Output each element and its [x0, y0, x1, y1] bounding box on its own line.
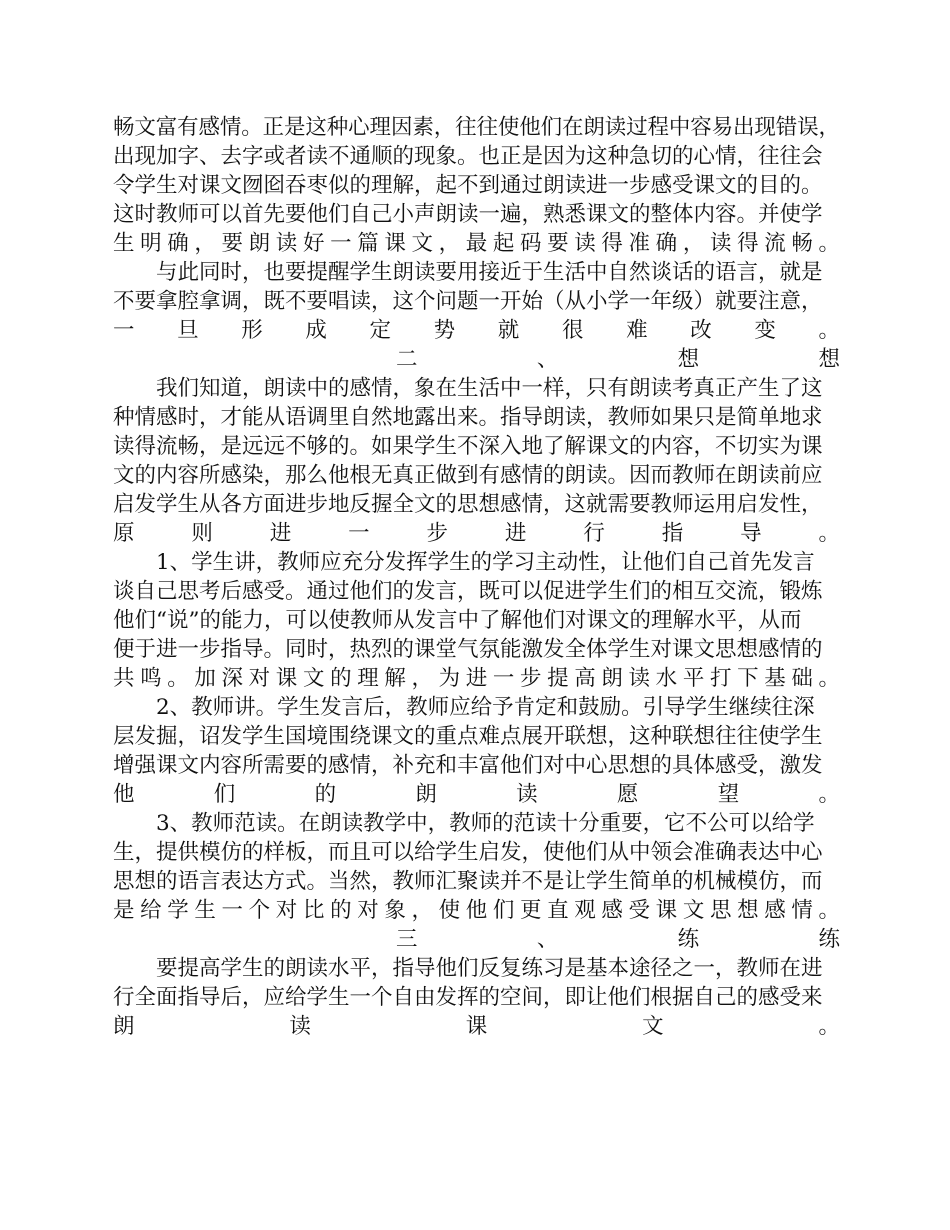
text-line: 这时教师可以首先要他们自己小声朗读一遍，熟悉课文的整体内容。并使学 — [113, 202, 823, 227]
paragraph — [113, 693, 840, 809]
text-line: 与此同时，也要提醒学生朗读要用接近于生活中自然谈话的语言，就是 — [113, 260, 823, 285]
text-line: 种情感时，才能从语调里自然地露出来。指导朗读，教师如果只是简单地求 — [113, 405, 823, 430]
text-line: 二、想想 — [396, 347, 840, 372]
paragraph — [113, 258, 840, 345]
text-line: 生，提供模仿的样板，而且可以给学生启发，使他们从中领会准确表达中心 — [113, 840, 823, 865]
text-line: 他们“说”的能力，可以使教师从发言中了解他们对课文的理解水平，从而 — [113, 608, 802, 633]
text-line: 3、教师范读。在朗读教学中，教师的范读十分重要，它不公可以给学 — [113, 811, 815, 836]
text-line: 启发学生从各方面进步地反握全文的思想感情，这就需要教师运用启发性， — [113, 492, 823, 517]
text-line: 谈自己思考后感受。通过他们的发言，既可以促进学生们的相互交流，锻炼 — [113, 579, 823, 604]
text-line: 文的内容所感染，那么他根无真正做到有感情的朗读。因而教师在朗读前应 — [113, 463, 823, 488]
paragraph — [113, 548, 840, 693]
text-line: 令学生对课文囫囵吞枣似的理解，起不到通过朗读进一步感受课文的目的。 — [113, 173, 823, 198]
text-line: 增强课文内容所需要的感情，补充和丰富他们对中心思想的具体感受，激发 — [113, 753, 823, 778]
text-line: 生明确，要朗读好一篇课文，最起码要读得准确，读得流畅。 — [113, 231, 840, 256]
text-line: 是给学生一个对比的对象，使他们更直观感受课文思想感情。 — [113, 898, 840, 923]
paragraph — [113, 954, 840, 1041]
text-line: 1、学生讲，教师应充分发挥学生的学习主动性，让他们自己首先发言 — [113, 550, 815, 575]
text-line: 共鸣。加深对课文的理解，为进一步提高朗读水平打下基础。 — [113, 666, 840, 691]
paragraph — [113, 113, 840, 258]
text-line: 行全面指导后，应给学生一个自由发挥的空间，即让他们根据自己的感受来 — [113, 985, 823, 1010]
paragraph — [113, 809, 840, 925]
section-heading — [113, 925, 840, 954]
text-line: 层发掘，诏发学生国境围绕课文的重点难点展开联想，这种联想往往使学生 — [113, 724, 823, 749]
text-line: 要提高学生的朗读水平，指导他们反复练习是基本途径之一，教师在进 — [113, 956, 823, 981]
text-line: 一旦形成定势就很难改变。 — [113, 318, 840, 343]
text-line: 思想的语言表达方式。当然，教师汇聚读并不是让学生简单的机械模仿，而 — [113, 869, 823, 894]
text-line: 不要拿腔拿调，既不要唱读，这个问题一开始（从小学一年级）就要注意， — [113, 289, 823, 314]
text-line: 出现加字、去字或者读不通顺的现象。也正是因为这种急切的心情，往往会 — [113, 144, 823, 169]
text-line: 读得流畅，是远远不够的。如果学生不深入地了解课文的内容，不切实为课 — [113, 434, 823, 459]
text-line: 我们知道，朗读中的感情，象在生活中一样，只有朗读考真正产生了这 — [113, 376, 823, 401]
text-line: 朗读课文。 — [113, 1014, 840, 1039]
text-line: 他们的朗读愿望。 — [113, 782, 840, 807]
paragraph — [113, 374, 840, 548]
text-line: 原则进一步进行指导。 — [113, 521, 840, 546]
text-line: 便于进一步指导。同时，热烈的课堂气氛能激发全体学生对课文思想感情的 — [113, 637, 823, 662]
section-heading — [113, 345, 840, 374]
text-line: 2、教师讲。学生发言后，教师应给予肯定和鼓励。引导学生继续往深 — [113, 695, 815, 720]
text-line: 畅文富有感情。正是这种心理因素，往往使他们在朗读过程中容易出现错误， — [113, 115, 840, 140]
text-line: 三、练练 — [396, 927, 840, 952]
body-text — [113, 113, 840, 1041]
